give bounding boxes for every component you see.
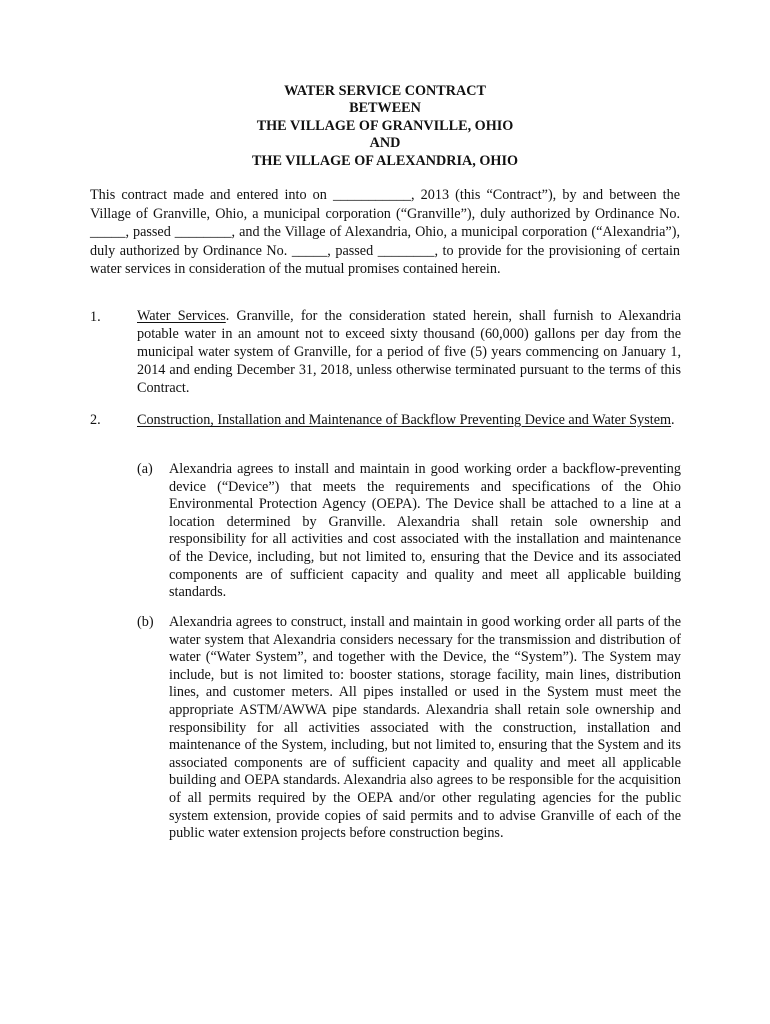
- section-2-number: 2.: [90, 412, 101, 428]
- title-line-4: AND: [369, 135, 401, 152]
- subsection-b-text: Alexandria agrees to construct, install and maintain in good working order all parts of the water system that Alexandria considers necessary for the transmission and distribution of water (“Water System”, and together with the Device, the “System”). The System may include, but is not limited to: booster stations, storage facility, main lines, distribution lines, and customer meters. All pipes installed or used in the System must meet the appropriate ASTM/AWWA pipe standards. Alexandria shall retain sole ownership and responsibility for all activities associated with the construction, installation and maintenance of the System, including, but not limited to, ensuring that the System and its associated components are of sufficient capacity and quality and meet all applicable building and OEPA standards. Alexandria also agrees to be responsible for the acquisition of all permits required by the OEPA and/or other regulating agencies for the public system extension, provide copies of said permits and to advise Granville of each of the public water extension projects before construction begins.: [169, 614, 681, 842]
- title-line-2: BETWEEN: [349, 100, 421, 117]
- section-2-heading: Construction, Installation and Maintenance of Backflow Preventing Device and Water System: [137, 412, 672, 428]
- title-line-3: THE VILLAGE OF GRANVILLE, OHIO: [256, 117, 514, 134]
- section-2-heading-block: [137, 411, 681, 429]
- section-1-heading: Water Services: [137, 308, 226, 324]
- subsection-b-label: (b): [137, 614, 154, 630]
- section-1-text: [137, 308, 681, 398]
- intro-paragraph: This contract made and entered into on ___________, 2013 (this “Contract”), by and between the Village of Granville, Ohio, a municipal corporation (“Granville”), duly authorized by Ordinance No. _____, passed ________, and the Village of Alexandria, Ohio, a municipal corporation (“Alexandria”), duly authorized by Ordinance No. _____, passed ________, to provide for the provisioning of certain water services in consideration of the mutual promises contained herein.: [90, 187, 680, 277]
- title-line-1: WATER SERVICE CONTRACT: [284, 83, 486, 99]
- contract-title: [0, 83, 770, 170]
- section-1-heading-end: .: [225, 308, 230, 324]
- subsection-a-label: (a): [137, 461, 153, 477]
- subsection-a-text: Alexandria agrees to install and maintain in good working order a backflow-preventing device (“Device”) that meets the requirements and specifications of the Ohio Environmental Protection Agency (OEPA). The Device shall be attached to a line at a location determined by Granville. Alexandria shall retain sole ownership and responsibility for all activities and cost associated with the installation and maintenance of the Device, including, but not limited to, ensuring that the Device and its associated components are of sufficient capacity and quality and meet all applicable building standards.: [169, 461, 681, 601]
- section-1-number: 1.: [90, 309, 101, 325]
- section-2-heading-end: .: [671, 412, 675, 428]
- title-line-5: THE VILLAGE OF ALEXANDRIA, OHIO: [251, 152, 519, 169]
- section-1-body: Granville, for the consideration stated herein, shall furnish to Alexandria potable water in an amount not to exceed sixty thousand (60,000) gallons per day from the municipal water system of Granville, for a period of five (5) years commencing on January 1, 2014 and ending December 31, 2018, unless otherwise terminated pursuant to the terms of this Contract.: [137, 308, 682, 396]
